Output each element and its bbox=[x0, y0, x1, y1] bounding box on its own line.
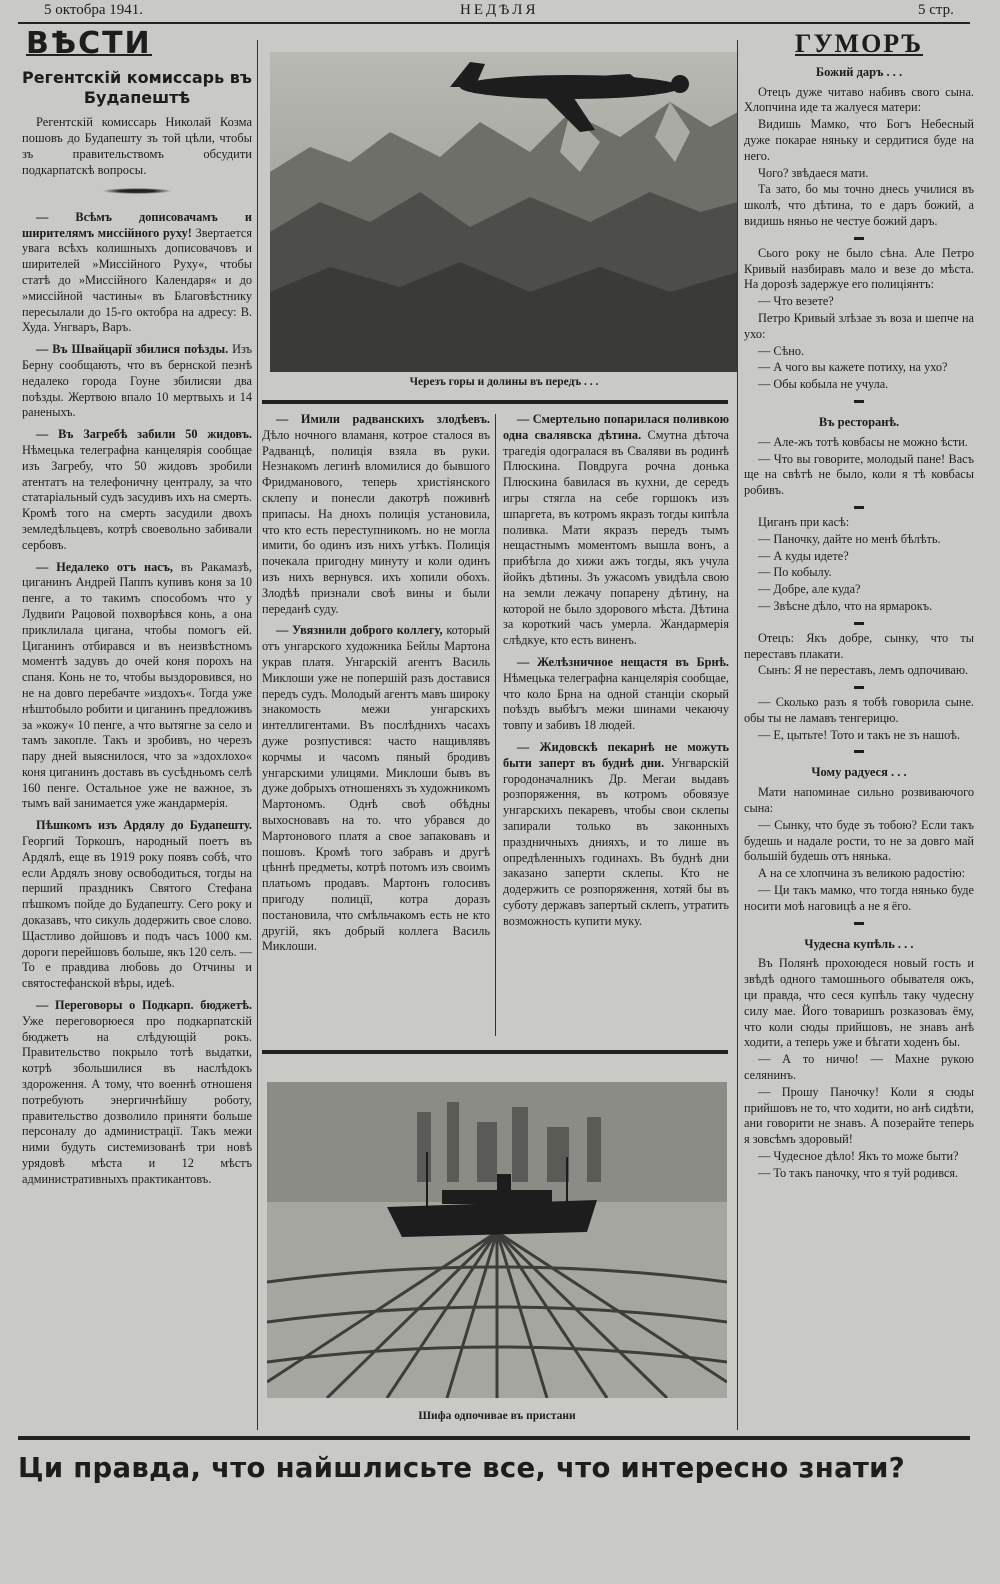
news-item-heading: — Въ Загребѣ забили 50 жидовъ. bbox=[36, 427, 252, 442]
page-header bbox=[18, 0, 970, 24]
joke-line: — Сынку, что буде зъ тобою? Если такъ будешь и надале рости, то не за довго май большій будешь отъ нянька. bbox=[744, 817, 974, 864]
news-item bbox=[22, 427, 252, 553]
news-item-heading: — Недалеко отъ насъ, bbox=[36, 559, 173, 574]
ornament-divider bbox=[102, 188, 172, 194]
humor-sections bbox=[744, 65, 974, 1182]
newspaper-title: НЕДѢЛЯ bbox=[460, 2, 539, 18]
news-item-text: Дѣло ночного вламаня, котрое сталося въ Радванцѣ, полиція взяла въ руки. Незнакомъ легинѣ вломилися до бывшого Фридманового, теперь христіянского склепу и понесли дакотрѣ поживнѣ припасы. На днохъ полиція установила, что кто есть переступникомъ. но не могла имити, бо одинъ изъ нихъ утѣкъ. Полиція почекала пригодну минуту и коли одинъ изъ нихъ вернувся. ихъ хопили обохъ. Злодѣѣ признали своѣ вины и были переданѣ суду. bbox=[262, 427, 490, 616]
page-number: 5 стр. bbox=[918, 2, 954, 18]
joke-line: — А чого вы кажете потиху, на ухо? bbox=[758, 360, 948, 375]
middle-left-column bbox=[262, 412, 490, 961]
joke-line: — Звѣсне дѣло, что на ярмарокъ. bbox=[758, 598, 933, 613]
joke-line: Петро Кривый злѣзае зъ воза и шепче на ухо: bbox=[744, 310, 974, 341]
lead-text: Регентскій комиссарь Николай Козма пошовъ до Будапешту зъ той цѣли, чтобы зъ правительствомъ обсудити подкарпатскѣ вопросы. bbox=[22, 114, 252, 177]
photo-ship-harbor bbox=[267, 1082, 727, 1398]
joke-line: Въ Полянѣ прохоюдеся новый гость и звѣдѣ одного тамошнього обывателя ожъ, ци правда, что сеся купѣль таку чудесну силу мае. Його товаришъ розказоваъ ёму, что коли сюды прийшовъ, не знавъ анѣ ходити, а теперь уже и бѣгати ходенъ бы. bbox=[744, 956, 974, 1050]
news-item-heading: — Жидовскѣ пекарнѣ не можуть быти заперт въ буднѣ дни. bbox=[503, 739, 729, 770]
joke-title: Чудесна купѣль . . . bbox=[804, 936, 914, 951]
ship-in-harbor-image bbox=[267, 1082, 727, 1398]
news-item bbox=[22, 560, 252, 813]
news-item bbox=[262, 623, 490, 955]
joke-separator: ▬ bbox=[854, 745, 864, 757]
news-item-text: который отъ унгарского художника Бейлы Мартона украв платя. Унгарскій агентъ Василь Миклоши уже не попершій разъ доставися передъ судъ. Молодый агентъ мавъ широку знакомость межи унгарскихъ интеллигентами. Въ послѣднихъ часахъ дуже розпустився: часто нащивлявъ корчмы и часомъ пяный бродивъ унгарскими улицями. Миклоши бывъ въ дуже добрыхъ отношеняхъ зъ художникомъ Мартономъ. Однѣ своѣ обѣдны выхосновавъ на то. что убрався до Мартонового платя а свое запаковавъ и пошовъ. Кромѣ того забравъ и другѣ цѣннѣ предметы, котрѣ потомъ изъ своимъ платьомъ продавъ. Мартонъ голосивъ пригоду полиції, котра доразъ постановила, что смѣльчакомъ есть не кто другій, якъ добрый коллега Василь Миклоши. bbox=[262, 623, 491, 954]
middle-right-column bbox=[503, 412, 729, 936]
joke-line: А на се хлопчина зъ великою радостію: bbox=[758, 866, 966, 881]
news-item-text: въ Ракамазѣ, циганинъ Андрей Паппъ купивъ коня за 10 пенге, а то такимъ способомъ что у Лудвиґи Рацовой похворѣвся конь, а она приклилала цигана, чтобы помогъ ей. Циганинъ отбирався и въ неизвѣстномъ моментѣ задувъ до очей коня порохъ на спаня. Конь не то, чтобы выздоровився, но не на довго перебачте »издохъ«. Тогда уже нѣштобыло робити и циганинъ предложивъ за »кожу« 10 пенге, а что вытягне за село и тамъ закопле. Такъ и зробивъ, но черезъ пару дней выяснилося, что за »здохлохо« коня циганинъ доставъ въ сусѣдньомъ селѣ 160 пенге. Остальное уже не важное, зъ тымъ вай занимается уже жандармерія. bbox=[22, 559, 252, 811]
column-rule-left bbox=[257, 40, 258, 1430]
news-item bbox=[22, 210, 252, 336]
news-masthead: ВѢСТИ bbox=[26, 26, 152, 61]
news-item-heading: — Переговоры о Подкарп. бюджетѣ. bbox=[36, 998, 252, 1013]
joke-line: — По кобылу. bbox=[758, 565, 832, 580]
joke-line: — Ци такъ мамко, что тогда нянько буде носити моѣ наговицѣ а не я ёго. bbox=[744, 883, 974, 913]
photo2-caption: Шифа одпочивае въ пристани bbox=[418, 1410, 576, 1422]
joke-line: Чого? звѣдаеся мати. bbox=[758, 165, 869, 180]
joke-title: Чому радуеся . . . bbox=[811, 765, 907, 780]
news-item-text: Уже переговорюеся про подкарпатскій бюджетъ на слѣдующій рокъ. Правительство покрыло тотѣ выдатки, котрѣ збольшилися въ наслѣдокъ здороження. А тому, что военнѣ отношеня потребують энергичнѣйшу роботу, правительство дозволило приняти больше персоналу до администрації. Такъ межи ними будуть системизованѣ три новѣ урядовѣ мѣста и 12 мѣстъ административныхъ практикантовъ. bbox=[22, 1013, 252, 1186]
news-item-text: Звертается увага всѣхъ колишныхъ дописовачовъ и ширителей »Миссійного Руху«, чтобы статѣ до »Миссійного Календаря« и до »миссійной частины« въ Благовѣстнику пересылали до 15-го октобра на адресу: В. Худа. Унгваръ, Варъ. bbox=[22, 225, 253, 335]
news-item bbox=[22, 998, 252, 1188]
news-item-heading: — Смертельно попарилася поливкою одна свалявска дѣтина. bbox=[503, 412, 729, 442]
joke-line: — Але-жъ тотѣ ковбасы не можно ѣсти. bbox=[758, 434, 968, 449]
news-item-heading: — Желѣзничное нещастя въ Брнѣ. bbox=[517, 654, 729, 669]
news-column bbox=[22, 26, 253, 1194]
joke-line: — Сколько разъ я тобѣ говорила сыне. обы ты не ламавъ тенгерицю. bbox=[744, 695, 974, 725]
joke-separator: ▬ bbox=[854, 681, 864, 693]
news-item bbox=[262, 412, 490, 617]
photo1-caption: Черезъ горы и долины въ передъ . . . bbox=[409, 376, 599, 388]
joke-line: — А куды идете? bbox=[758, 548, 849, 563]
joke-separator: ▬ bbox=[854, 616, 864, 628]
joke-line: — Обы кобыла не учула. bbox=[758, 377, 889, 392]
airplane-over-mountains-image bbox=[270, 52, 738, 372]
joke-line: — Прошу Паночку! Коли я сюды прийшовъ не то, что ходити, но анѣ сидѣти, ани говорити не знавъ. А позерайте теперь я зовсѣмъ здоровый! bbox=[744, 1084, 974, 1147]
rule-under-photo1 bbox=[262, 400, 728, 404]
joke-title: Въ ресторанѣ. bbox=[818, 414, 900, 429]
bottom-rule bbox=[18, 1436, 970, 1440]
joke-line: — То такъ паночку, что я туй родився. bbox=[758, 1165, 959, 1180]
joke-line: — Что вы говорите, молодый пане! Васъ ще на свѣтѣ не было, коли я тѣ ковбасы робивъ. bbox=[744, 451, 974, 498]
joke-title: Божий даръ . . . bbox=[815, 64, 903, 79]
news-item-heading: — Въ Швайцарії збилися поѣзды. bbox=[36, 342, 229, 357]
news-item-text: Георгий Торкошъ, народный поетъ въ Ардялѣ, еще въ 1919 року появъ собѣ, что если Ардялъ знову освободиться, тогды на перший праздникъ Святого Стефана пѣшкомъ пойде до Будапешту. Сего року и доказавъ, что сикуль додержить свое слово. Щастливо дойшовъ и подъ часъ 1000 км. дороги перейшовъ больше, якъ 120 селъ. — То е правдива любовь до Отчины и святостефанской вѣры, идеѣ. bbox=[22, 834, 252, 991]
joke-line: Мати напоминае сильно розвиваючого сына: bbox=[744, 785, 974, 816]
joke-separator: ▬ bbox=[854, 916, 864, 928]
joke-line: Циганъ при касѣ: bbox=[758, 514, 850, 529]
humor-masthead: ГУМОРЪ bbox=[794, 29, 924, 58]
news-item-text: Нѣмецька телеграфна канцелярія сообщае изъ Загребу, что 50 жидовъ зробили атентатъ на телефоничну централу, за что статаріальный судъ засудивъ ихъ на смерть. Кромѣ того на смерть засудили двохъ земледѣльцевъ, котрѣ своевольно забивали сербовъ. bbox=[22, 442, 252, 552]
bottom-banner: Ци правда, что найшлисьте все, что интересно знати? bbox=[18, 1452, 905, 1484]
news-item bbox=[503, 412, 729, 649]
joke-line: Отецъ: Якъ добре, сынку, что ты переставъ плакати. bbox=[744, 630, 974, 661]
news-item-heading: — Всѣмъ дописовачамъ и ширителямъ миссійного руху! bbox=[22, 209, 252, 240]
column-rule-right bbox=[737, 40, 738, 1430]
joke-line: — Что везете? bbox=[758, 294, 834, 309]
column-rule-middle bbox=[495, 414, 496, 1036]
photo-airplane-mountains bbox=[270, 52, 738, 372]
joke-line: Отецъ дуже читаво набивъ свого сына. Хлопчина иде та жалуеся матери: bbox=[744, 84, 974, 115]
joke-separator: ▬ bbox=[854, 231, 864, 243]
news-item-text: Нѣмецька телеграфна канцелярія сообщае, что коло Брна на одной станціи скорый поѣздъ выбѣгъ межи шинами чекаючу товпу и забивъ 18 людей. bbox=[503, 670, 729, 733]
news-item bbox=[503, 655, 729, 734]
news-item-heading: — Увязнили доброго коллегу, bbox=[276, 623, 443, 638]
joke-line: Та зато, бо мы точно днесь училися въ школѣ, что дѣтина, то е даръ божий, а видишь няньо не честуе божий даръ. bbox=[744, 182, 974, 228]
news-item-heading: Пѣшкомъ изъ Ардялу до Будапешту. bbox=[36, 818, 252, 833]
news-item-text: Унгварскій городоначалникъ Др. Мегаи выдавъ розпоряження, въ котромъ обовязуе унгарскихъ пекаревъ, чтобы свои склепы запирали только въ законныхъ праздничныхъ днияхъ, и то лише въ опредѣленныхъ годинахъ. Въ буднѣ дни заказано заперти склепы. Кто не додержить се розпоряження, хотяй бы въ суботу державъ запертый склепъ, утратить возможность купити муку. bbox=[503, 755, 729, 928]
news-item bbox=[22, 342, 252, 421]
rule-above-photo2 bbox=[262, 1050, 728, 1054]
joke-line: — Сѣно. bbox=[758, 343, 805, 358]
joke-line: Видишь Мамко, что Богъ Небесный дуже покарае няньку и сердитися буде на него. bbox=[744, 117, 974, 163]
news-item bbox=[503, 740, 729, 930]
joke-line: — Чудесное дѣло! Якъ то може быти? bbox=[758, 1149, 959, 1164]
joke-line: Сынъ: Я не переставъ, лемъ одпочиваю. bbox=[758, 663, 969, 678]
lead-title: Регентскій комиссарь въ Будапештѣ bbox=[22, 67, 252, 107]
joke-line: — Добре, але куда? bbox=[758, 582, 861, 597]
joke-separator: ▬ bbox=[854, 394, 864, 406]
humor-column bbox=[744, 29, 974, 1183]
news-item-heading: — Имили радванскихъ злодѣевъ. bbox=[276, 412, 490, 426]
issue-date: 5 октобра 1941. bbox=[44, 2, 143, 18]
joke-line: — Е, цытьте! Тото и такъ не зъ нашоѣ. bbox=[758, 727, 961, 742]
joke-line: Сього року не было сѣна. Але Петро Кривый назбиравъ мало и везе до мѣста. На дорозѣ задержуе его полицiянтъ: bbox=[744, 245, 974, 292]
news-item-text: Смутна дѣточа трагедія одогралася въ Сваляви въ родинѣ Плюскина. Повдруга рочна донька Плюскина бавилася въ кухни, де середъ игры стягла на себе горшокъ изъ шпаргета, въ котромъ якразъ тогды кипѣла поливка. Мати якразъ передъ тымъ нещастнымъ моментомъ вышла вонъ, а прибѣгла до хижи ажъ тогды, якъ учула йойкъ дѣтины. Зъ ужасомъ увидѣла свою на земли лежачу попарену дѣтину, на которой не было здорового мѣста. Дѣтина за короткий часъ умерла. Жандармерія слѣдкуе, кто есть виненъ. bbox=[503, 427, 729, 648]
joke-line: — А то ничю! — Махне рукою селянинъ. bbox=[744, 1052, 974, 1083]
joke-line: — Паночку, дайте но менѣ бѣлѣть. bbox=[758, 531, 941, 546]
news-item-text: Изъ Берну сообщають, что въ бернской пезнѣ недалеко города Гоуне збилисяи два поѣзды. Жертвою впало 10 мертвыхъ и 14 раненыхъ. bbox=[22, 342, 252, 420]
news-items bbox=[22, 210, 252, 1188]
news-item bbox=[22, 818, 252, 992]
joke-separator: ▬ bbox=[854, 500, 864, 512]
